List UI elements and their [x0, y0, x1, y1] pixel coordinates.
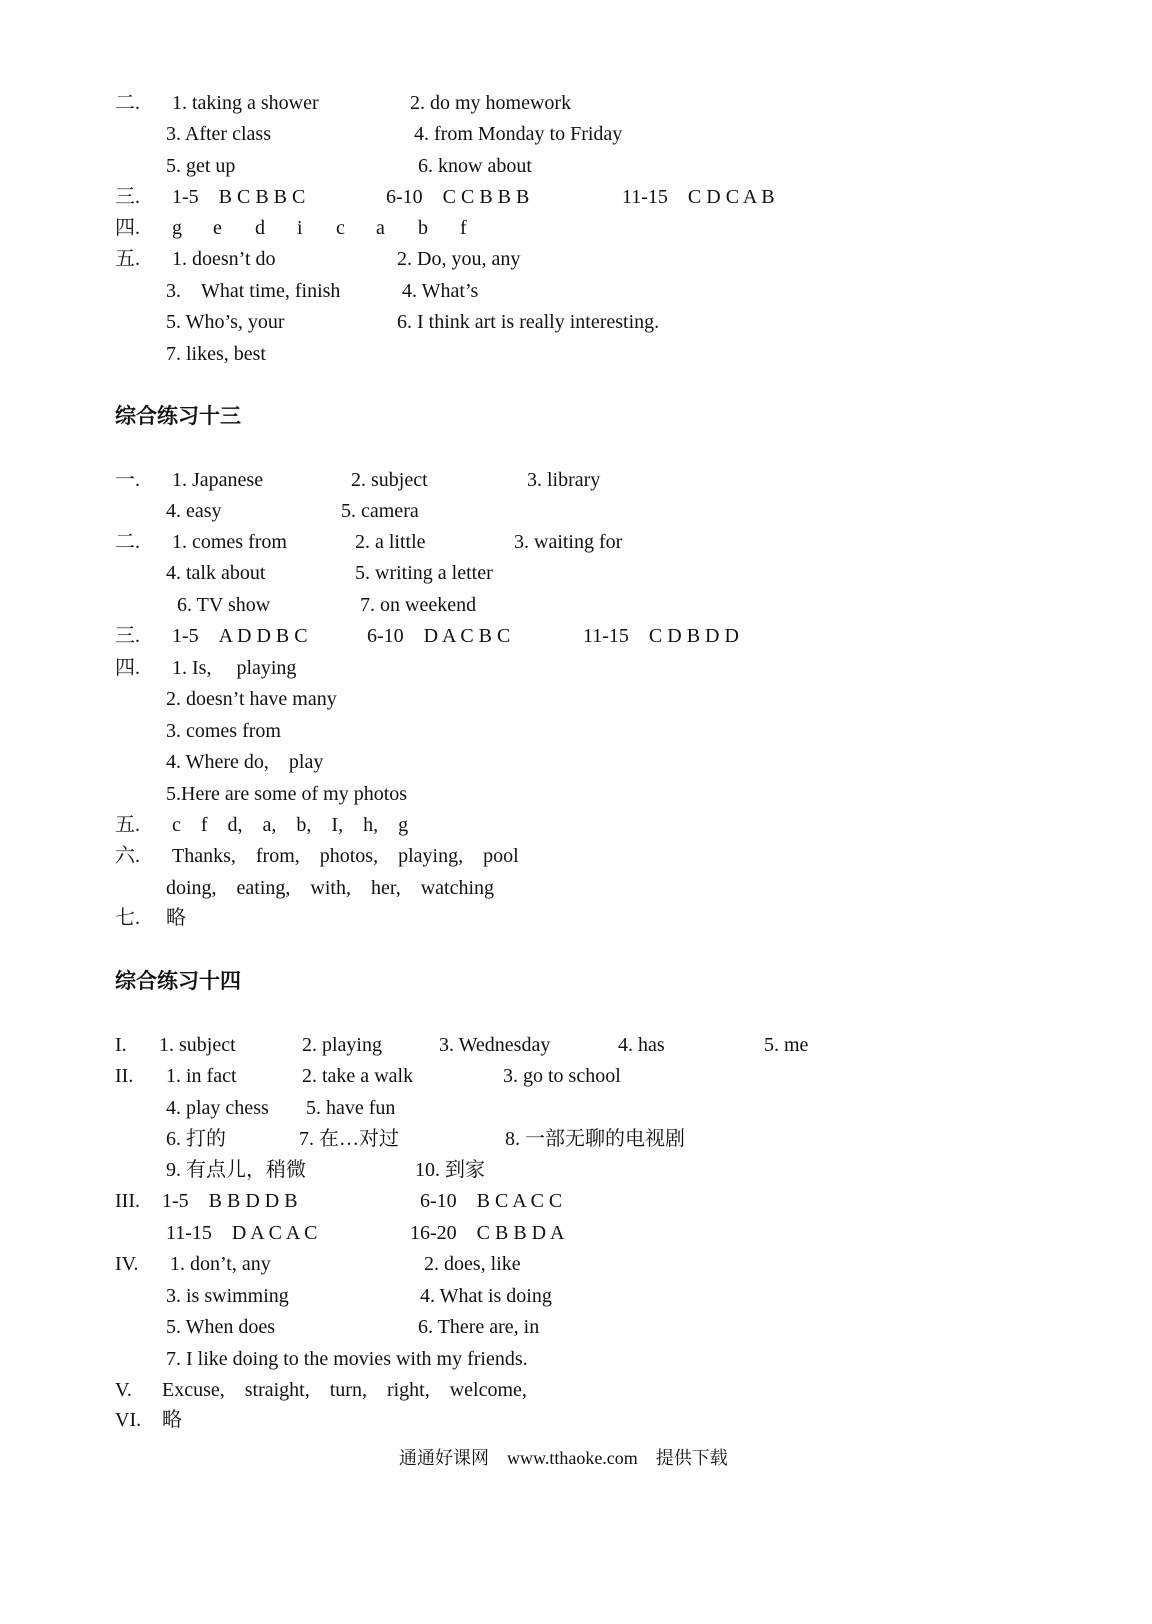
answer-group: 1-5 B B D D B — [162, 1190, 298, 1212]
answer-item: 4. talk about — [166, 562, 266, 584]
answer-item: 7. on weekend — [360, 594, 477, 616]
answer-item: 1. in fact — [166, 1065, 237, 1087]
exercise-14-title: 综合练习十四 — [115, 969, 241, 993]
answer-group: 6-10 C C B B B — [386, 186, 530, 208]
answer-group: 11-15 D A C A C — [166, 1222, 318, 1244]
answer-item: 4. has — [618, 1034, 665, 1056]
section-number: 三. — [115, 625, 140, 647]
section-number: IV. — [115, 1253, 139, 1275]
section-number: II. — [115, 1065, 134, 1087]
letter-answer: i — [297, 217, 303, 239]
answer-item: 7. likes, best — [166, 343, 266, 365]
answer-group: 6-10 B C A C C — [420, 1190, 563, 1212]
answer-item: 3. comes from — [166, 720, 281, 742]
answer-item: 2. Do, you, any — [397, 248, 521, 270]
answer-item: 7. I like doing to the movies with my friends. — [166, 1348, 528, 1370]
section-number: 四. — [115, 657, 140, 679]
answer-item: 4. from Monday to Friday — [414, 123, 623, 145]
section-number: VI. — [115, 1409, 142, 1431]
answer-item: 4. easy — [166, 500, 222, 522]
answer-item: 3. go to school — [503, 1065, 621, 1087]
letter-answer: b — [418, 217, 428, 239]
answer-group: 11-15 C D C A B — [622, 186, 775, 208]
section-number: 七. — [115, 907, 140, 929]
letter-answer: c — [336, 217, 345, 239]
answer-item: 2. doesn’t have many — [166, 688, 337, 710]
answer-line: Excuse, straight, turn, right, welcome, — [162, 1379, 527, 1401]
answer-item: 2. subject — [351, 469, 428, 491]
answer-item: 1. Japanese — [172, 469, 264, 491]
answer-item: 9. 有点儿，稍微 — [166, 1159, 306, 1181]
answer-item: 5. get up — [166, 155, 236, 177]
letter-answer: a — [376, 217, 385, 239]
section-number: 二. — [115, 531, 140, 553]
section-number: I. — [115, 1034, 127, 1056]
answer-item: 6. TV show — [177, 594, 271, 616]
answer-item: 8. 一部无聊的电视剧 — [505, 1128, 685, 1150]
page-footer: 通通好课网 www.tthaoke.com 提供下载 — [399, 1448, 728, 1468]
answer-item: 6. I think art is really interesting. — [397, 311, 660, 333]
answer-item: 2. playing — [302, 1034, 382, 1056]
answer-item: 10. 到家 — [415, 1159, 485, 1181]
answer-item: 1. taking a shower — [172, 92, 319, 114]
answer-item: 4. Where do, play — [166, 751, 324, 773]
answer-item: 1. don’t, any — [170, 1253, 271, 1275]
answer-item: 1. subject — [159, 1034, 236, 1056]
answer-item: 4. play chess — [166, 1097, 269, 1119]
answer-item: 6. know about — [418, 155, 532, 177]
answer-item: 3. What time, finish — [166, 280, 341, 302]
answer-line: 略 — [166, 907, 186, 929]
answer-line: doing, eating, with, her, watching — [166, 877, 495, 899]
section-number: 二. — [115, 92, 140, 114]
section-number: 六. — [115, 845, 140, 867]
answer-item: 1. doesn’t do — [172, 248, 276, 270]
answer-group: 16-20 C B B D A — [410, 1222, 565, 1244]
answer-item: 7. 在…对过 — [299, 1128, 399, 1150]
answer-item: 2. does, like — [424, 1253, 521, 1275]
letter-answer: g — [172, 217, 182, 239]
section-number: 一. — [115, 469, 140, 491]
answer-group: 1-5 B C B B C — [172, 186, 306, 208]
answer-item: 4. What’s — [402, 280, 479, 302]
section-number: 五. — [115, 248, 140, 270]
answer-item: 5. have fun — [306, 1097, 396, 1119]
answer-item: 2. do my homework — [410, 92, 572, 114]
section-number: 三. — [115, 186, 140, 208]
answer-item: 3. After class — [166, 123, 271, 145]
letter-answer: d — [255, 217, 265, 239]
answer-item: 3. waiting for — [514, 531, 623, 553]
answer-item: 5. Who’s, your — [166, 311, 285, 333]
exercise-13-title: 综合练习十三 — [115, 404, 241, 428]
answer-item: 5. writing a letter — [355, 562, 493, 584]
section-number: III. — [115, 1190, 140, 1212]
answer-line: c f d, a, b, I, h, g — [172, 814, 409, 836]
answer-item: 3. library — [527, 469, 601, 491]
section-number: V. — [115, 1379, 132, 1401]
answer-item: 2. take a walk — [302, 1065, 414, 1087]
answer-item: 5. camera — [341, 500, 419, 522]
answer-item: 5. When does — [166, 1316, 276, 1338]
answer-item: 5. me — [764, 1034, 809, 1056]
answer-line: Thanks, from, photos, playing, pool — [172, 845, 519, 867]
answer-item: 3. Wednesday — [439, 1034, 551, 1056]
answer-item: 6. 打的 — [166, 1128, 226, 1150]
answer-item: 4. What is doing — [420, 1285, 552, 1307]
answer-item: 6. There are, in — [418, 1316, 540, 1338]
letter-answer: e — [213, 217, 222, 239]
section-number: 四. — [115, 217, 140, 239]
answer-line: 略 — [162, 1409, 182, 1431]
answer-item: 2. a little — [355, 531, 426, 553]
section-number: 五. — [115, 814, 140, 836]
answer-item: 1. comes from — [172, 531, 287, 553]
answer-group: 6-10 D A C B C — [367, 625, 511, 647]
answer-group: 11-15 C D B D D — [583, 625, 739, 647]
letter-answer: f — [460, 217, 467, 239]
answer-item: 1. Is, playing — [172, 657, 297, 679]
answer-item: 5.Here are some of my photos — [166, 783, 408, 805]
answer-group: 1-5 A D D B C — [172, 625, 308, 647]
answer-item: 3. is swimming — [166, 1285, 289, 1307]
